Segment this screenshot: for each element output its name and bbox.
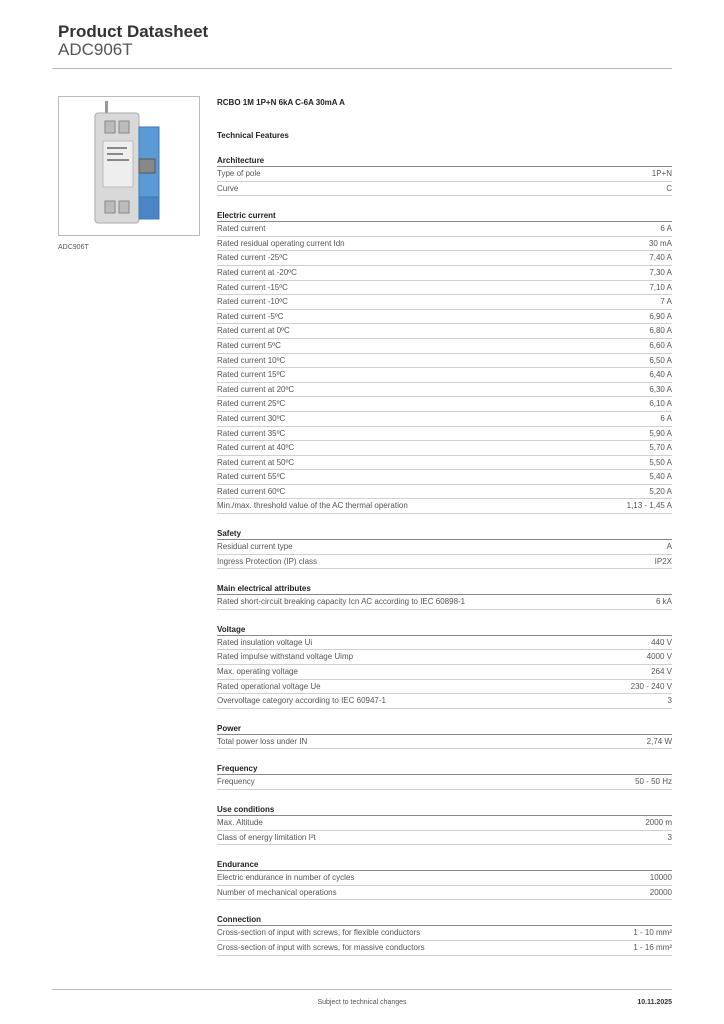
spec-value: 5,70 A (649, 443, 672, 453)
spec-value: 6 A (660, 413, 672, 423)
spec-label: Rated current -25ºC (217, 253, 288, 263)
header-divider (52, 68, 672, 69)
spec-label: Ingress Protection (IP) class (217, 556, 318, 566)
spec-row (217, 251, 672, 266)
section-title: Frequency (217, 763, 672, 775)
product-name: RCBO 1M 1P+N 6kA C-6A 30mA A (217, 98, 345, 107)
spec-section (217, 914, 672, 955)
spec-row (217, 266, 672, 281)
spec-section (217, 624, 672, 709)
spec-value: 7 A (660, 297, 672, 307)
spec-row (217, 816, 672, 831)
spec-row (217, 775, 672, 790)
spec-row (217, 555, 672, 570)
spec-value: 6,30 A (649, 384, 672, 394)
section-title: Voltage (217, 624, 672, 636)
spec-value: 6,10 A (649, 399, 672, 409)
spec-row (217, 886, 672, 901)
spec-label: Rated current at 0ºC (217, 326, 290, 336)
rcbo-device-illustration (59, 97, 199, 235)
spec-row (217, 167, 672, 182)
spec-row (217, 499, 672, 514)
spec-value: 5,90 A (649, 428, 672, 438)
section-title: Power (217, 723, 672, 735)
spec-value: 20000 (649, 887, 672, 897)
section-title: Connection (217, 914, 672, 926)
spec-label: Type of pole (217, 169, 261, 178)
spec-label: Rated current at 50ºC (217, 457, 295, 467)
spec-row (217, 831, 672, 846)
spec-section (217, 583, 672, 610)
section-title: Safety (217, 528, 672, 540)
spec-row (217, 941, 672, 956)
spec-value: 6 kA (655, 597, 672, 607)
spec-row (217, 281, 672, 296)
spec-row (217, 397, 672, 412)
spec-value: 3 (667, 696, 672, 706)
spec-row (217, 383, 672, 398)
spec-row (217, 926, 672, 941)
image-caption: ADC906T (58, 244, 89, 251)
spec-row (217, 310, 672, 325)
spec-value: 440 V (651, 637, 672, 647)
product-code: ADC906T (58, 40, 133, 59)
spec-label: Rated current 55ºC (217, 472, 286, 482)
spec-label: Cross-section of input with screws, for flexible conductors (217, 928, 421, 938)
spec-section (217, 859, 672, 900)
spec-row (217, 871, 672, 886)
spec-row (217, 650, 672, 665)
spec-value: 6,60 A (649, 340, 672, 350)
spec-row (217, 237, 672, 252)
spec-label: Rated current 15ºC (217, 370, 286, 380)
section-title: Endurance (217, 859, 672, 871)
section-title: Main electrical attributes (217, 583, 672, 595)
spec-value: 30 mA (648, 238, 672, 248)
spec-label: Max. operating voltage (217, 667, 298, 677)
spec-label: Rated current -10ºC (217, 297, 288, 307)
spec-label: Rated current at 20ºC (217, 384, 295, 394)
spec-row (217, 295, 672, 310)
spec-label: Rated current 60ºC (217, 486, 286, 496)
spec-row (217, 595, 672, 610)
spec-row (217, 470, 672, 485)
spec-label: Rated short-circuit breaking capacity Icn AC according to IEC 60898-1 (217, 597, 466, 607)
spec-value: C (666, 183, 672, 193)
product-image (58, 96, 200, 236)
spec-label: Rated current 35ºC (217, 428, 286, 438)
spec-label: Rated current 25ºC (217, 399, 286, 409)
spec-label: Rated current 5ºC (217, 340, 281, 350)
spec-section (217, 528, 672, 569)
spec-row (217, 182, 672, 197)
spec-value: 3 (667, 832, 672, 842)
spec-value: 1P+N (651, 169, 672, 178)
spec-label: Rated current 10ºC (217, 355, 286, 365)
spec-value: 2,74 W (646, 736, 672, 746)
spec-label: Frequency (217, 777, 255, 787)
spec-row (217, 368, 672, 383)
spec-label: Rated impulse withstand voltage Uimp (217, 652, 354, 662)
technical-content (217, 97, 672, 956)
spec-section (217, 155, 672, 196)
spec-label: Min./max. threshold value of the AC thermal operation (217, 501, 408, 511)
spec-value: 10000 (649, 873, 672, 883)
spec-label: Electric endurance in number of cycles (217, 873, 355, 883)
spec-value: A (666, 542, 672, 552)
spec-label: Rated residual operating current Idn (217, 238, 345, 248)
spec-row (217, 324, 672, 339)
spec-value: 230 - 240 V (630, 681, 672, 691)
spec-label: Rated current at -20ºC (217, 267, 297, 277)
spec-label: Rated current (217, 224, 266, 234)
spec-label: Rated current at 40ºC (217, 443, 295, 453)
spec-label: Number of mechanical operations (217, 887, 337, 897)
spec-label: Rated current -5ºC (217, 311, 284, 321)
spec-label: Overvoltage category according to IEC 60947-1 (217, 696, 386, 706)
spec-section (217, 723, 672, 750)
spec-value: 1,13 - 1,45 A (626, 501, 672, 511)
spec-sections (217, 155, 672, 956)
spec-row (217, 412, 672, 427)
section-title: Use conditions (217, 804, 672, 816)
spec-label: Rated current 30ºC (217, 413, 286, 423)
spec-value: 6 A (660, 224, 672, 234)
footer-divider (52, 989, 672, 990)
spec-value: 6,40 A (649, 370, 672, 380)
section-title: Architecture (217, 155, 672, 167)
spec-value: 7,40 A (649, 253, 672, 263)
spec-row (217, 354, 672, 369)
spec-row (217, 636, 672, 651)
spec-value: 7,30 A (649, 267, 672, 277)
spec-value: 50 - 50 Hz (635, 777, 672, 787)
spec-value: 264 V (651, 667, 672, 677)
footer-note: Subject to technical changes (317, 999, 407, 1006)
spec-section (217, 210, 672, 514)
spec-row (217, 456, 672, 471)
spec-label: Max. Altitude (217, 818, 263, 827)
spec-label: Rated insulation voltage Ui (217, 637, 313, 647)
spec-label: Rated operational voltage Ue (217, 681, 321, 691)
spec-row (217, 485, 672, 500)
spec-row (217, 694, 672, 709)
spec-section (217, 763, 672, 790)
spec-label: Curve (217, 183, 239, 193)
spec-label: Residual current type (217, 542, 293, 552)
spec-row (217, 441, 672, 456)
page-title: Product Datasheet (58, 22, 209, 41)
spec-row (217, 735, 672, 750)
spec-value: 1 - 10 mm² (633, 928, 672, 938)
spec-row (217, 339, 672, 354)
spec-value: 5,20 A (649, 486, 672, 496)
spec-value: 5,40 A (649, 472, 672, 482)
spec-section (217, 804, 672, 845)
spec-label: Rated current -15ºC (217, 282, 288, 292)
spec-label: Class of energy limitation I²t (217, 832, 316, 842)
spec-row (217, 222, 672, 237)
spec-value: IP2X (654, 556, 672, 566)
spec-row (217, 680, 672, 695)
spec-value: 6,50 A (649, 355, 672, 365)
spec-label: Total power loss under IN (217, 736, 308, 746)
spec-value: 4000 V (646, 652, 672, 662)
spec-row (217, 665, 672, 680)
spec-value: 6,80 A (649, 326, 672, 336)
spec-row (217, 427, 672, 442)
footer-date: 10.11.2025 (637, 999, 672, 1006)
spec-value: 7,10 A (649, 282, 672, 292)
spec-label: Cross-section of input with screws, for massive conductors (217, 942, 425, 952)
spec-value: 2000 m (645, 818, 672, 827)
section-title: Electric current (217, 210, 672, 222)
spec-value: 6,90 A (649, 311, 672, 321)
spec-row (217, 540, 672, 555)
spec-value: 5,50 A (649, 457, 672, 467)
technical-features-title: Technical Features (217, 131, 289, 140)
spec-value: 1 - 16 mm² (633, 942, 672, 952)
